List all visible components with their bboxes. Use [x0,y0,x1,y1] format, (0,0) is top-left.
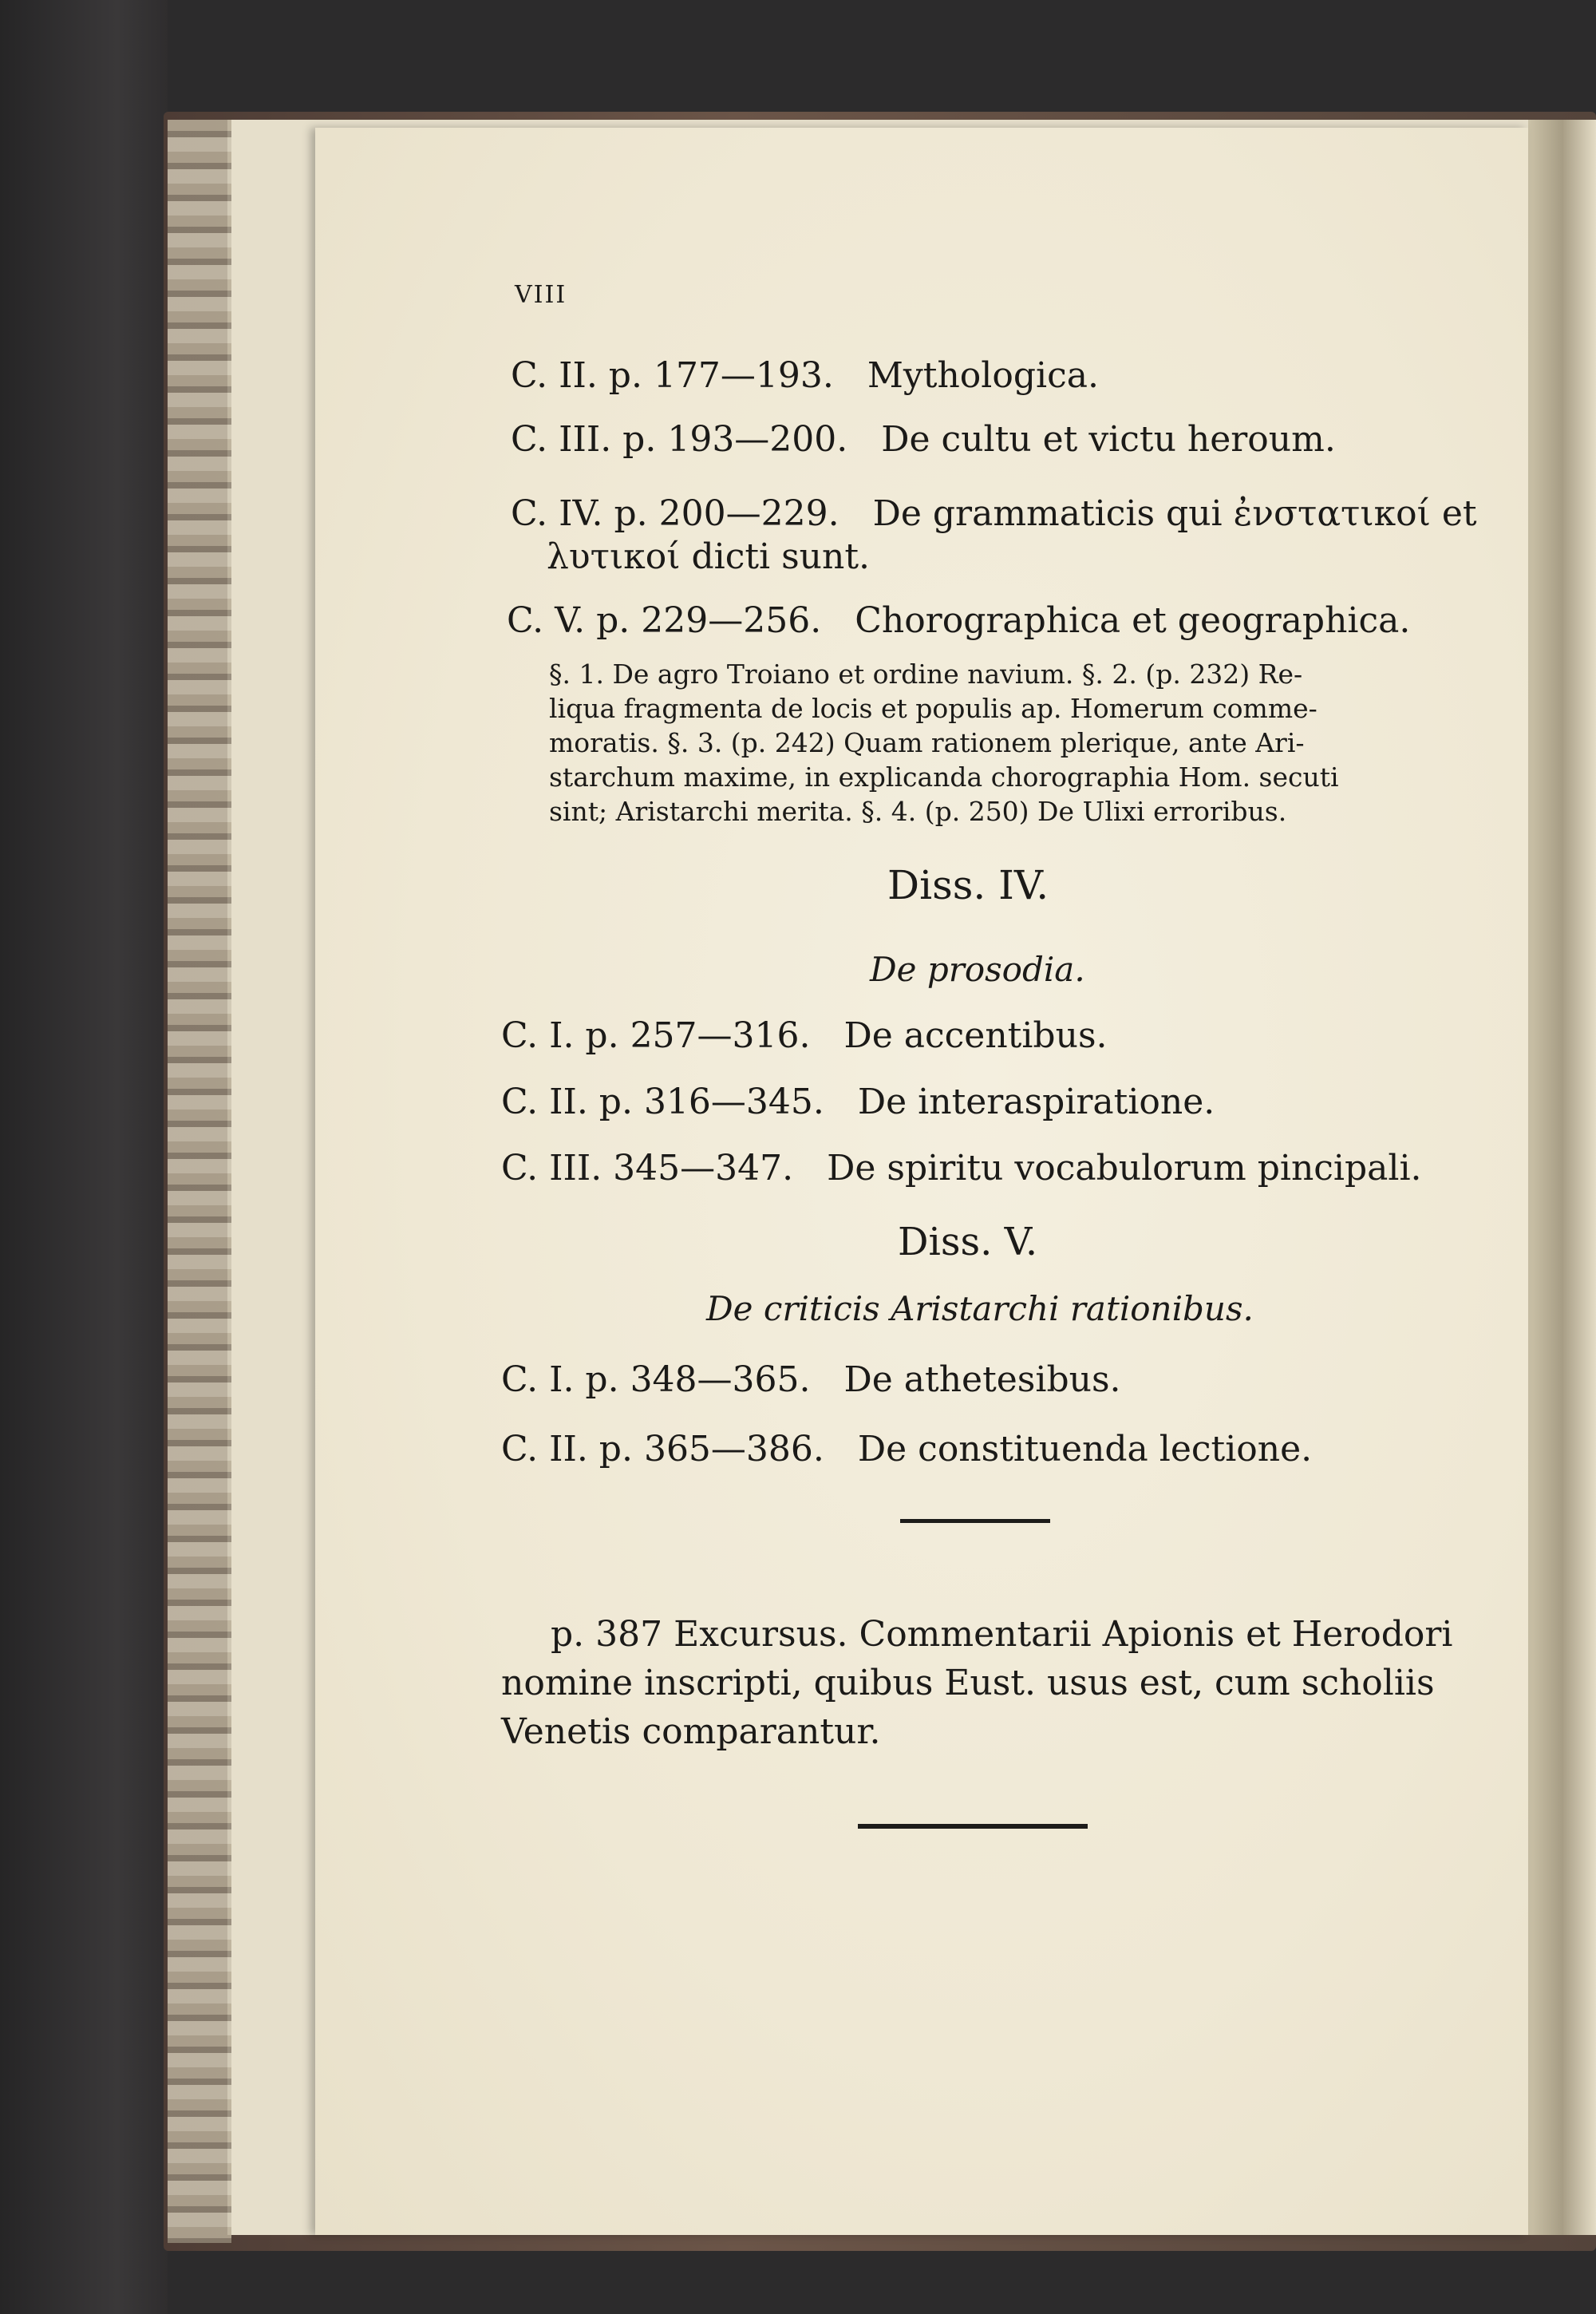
diss-v-entry [501,1429,1312,1469]
detail-line-2: liqua fragmenta de locis et populis ap. Homerum comme- [549,693,1317,724]
entry-title: De accentibus. [843,1015,1108,1056]
diss-iv-heading: Diss. IV. [887,862,1049,908]
entry-c2 [511,355,1099,396]
entry-c4 [511,493,1477,534]
background-left [0,0,168,2314]
end-rule [858,1824,1088,1829]
diss-v-entry [501,1359,1121,1400]
entry-label: C. V. p. 229—256. [507,600,822,641]
entry-title: De interaspiratione. [857,1082,1215,1122]
diss-iv-entry [501,1015,1108,1056]
detail-line-4: starchum maxime, in explicanda chorographia Hom. secuti [549,761,1339,793]
excursus-line-2: nomine inscripti, quibus Eust. usus est, cum scholiis [501,1663,1435,1703]
divider-rule [900,1519,1050,1523]
excursus-line-1: p. 387 Excursus. Commentarii Apionis et Herodori [551,1614,1453,1655]
entry-label: C. I. p. 348—365. [501,1359,811,1400]
entry-label: C. IV. p. 200—229. [511,493,839,534]
detail-line-5: sint; Aristarchi merita. §. 4. (p. 250) De Ulixi erroribus. [549,796,1287,827]
page-number: VIII [515,281,567,309]
entry-c5 [507,600,1410,641]
entry-label: C. II. p. 177—193. [511,355,834,396]
book-gutter [1528,120,1596,2235]
entry-label: C. II. p. 316—345. [501,1082,824,1122]
diss-v-heading: Diss. V. [898,1220,1038,1264]
entry-title: Chorographica et geographica. [855,600,1411,641]
entry-label: C. I. p. 257—316. [501,1015,811,1056]
worn-spine-edge [168,120,231,2243]
entry-title: De grammaticis qui ἐνστατικοί et [872,493,1477,534]
diss-v-subtitle: De criticis Aristarchi rationibus. [706,1289,1254,1328]
entry-title: De cultu et victu heroum. [881,419,1336,460]
entry-c4-continuation: λυτικοί dicti sunt. [547,536,871,577]
entry-title: De athetesibus. [843,1359,1121,1400]
entry-label: C. II. p. 365—386. [501,1429,824,1469]
detail-line-1: §. 1. De agro Troiano et ordine navium. §. 2. (p. 232) Re- [549,659,1303,690]
entry-title: De spiritu vocabulorum pincipali. [827,1148,1422,1189]
excursus-line-3: Venetis comparantur. [501,1711,881,1752]
diss-iv-entry [501,1082,1215,1122]
entry-label: C. III. p. 193—200. [511,419,848,460]
diss-iv-entry [501,1148,1422,1189]
entry-title: De constituenda lectione. [857,1429,1313,1469]
diss-iv-subtitle: De prosodia. [870,950,1085,989]
entry-c3 [511,419,1336,460]
entry-title: Mythologica. [867,355,1099,396]
entry-label: C. III. 345—347. [501,1148,794,1189]
detail-line-3: moratis. §. 3. (p. 242) Quam rationem plerique, ante Ari- [549,727,1305,758]
